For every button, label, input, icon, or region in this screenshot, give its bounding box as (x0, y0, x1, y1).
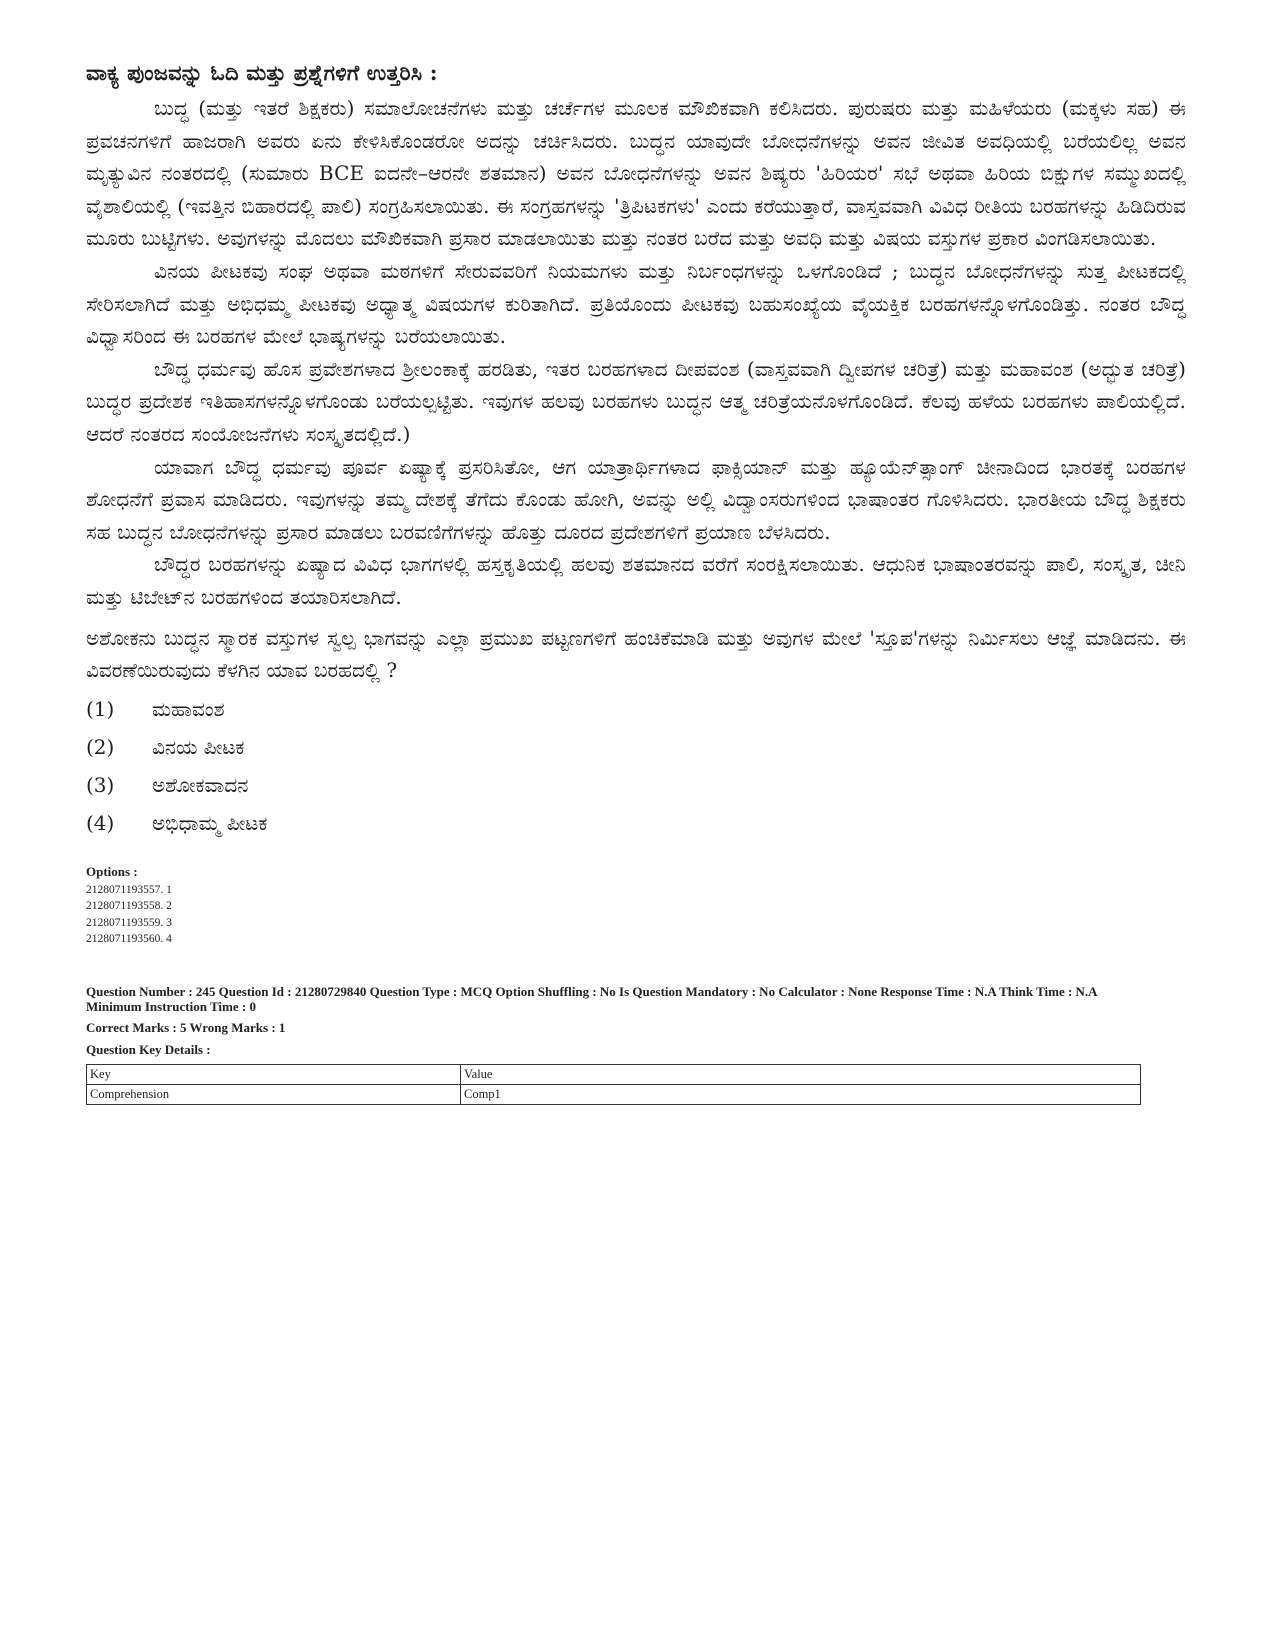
table-header-row (87, 1064, 1141, 1084)
answer-option-2[interactable] (86, 728, 1186, 766)
key-details-table (86, 1064, 1141, 1105)
answer-options (86, 690, 1186, 842)
option-number: (1) (86, 696, 115, 721)
option-id: 2128071193559. 3 (86, 916, 172, 929)
table-cell-key: Comprehension (87, 1084, 461, 1104)
marks-info: Correct Marks : 5 Wrong Marks : 1 (86, 1019, 286, 1035)
option-number: (3) (86, 772, 115, 797)
question-page (86, 60, 1186, 1105)
passage-paragraph-2: ವಿನಯ ಪೀಟಕವು ಸಂಘ ಅಥವಾ ಮಠಗಳಿಗೆ ಸೇರುವವರಿಗೆ ನಿಯಮಗಳು ಮತ್ತು ನಿರ್ಬಂಧಗಳನ್ನು ಒಳಗೊಂಡಿದೆ ; ಬುದ್ಧನ ಬೋಧನೆಗಳನ್ನು ಸುತ್ತ ಪೀಟಕದಲ್ಲಿ ಸೇರಿಸಲಾಗಿದೆ ಮತ್ತು ಅಭಿಧಮ್ಮ ಪೀಟಕವು ಅಧ್ಯಾತ್ಮ ವಿಷಯಗಳ ಕುರಿತಾಗಿದೆ. ಪ್ರತಿಯೊಂದು ಪೀಟಕವು ಬಹುಸಂಖ್ಯೆಯ ವೈಯಕ್ತಿಕ ಬರಹಗಳನ್ನೊಳಗೊಂಡಿತ್ತು. ನಂತರ ಬೌದ್ಧ ವಿಧ್ವಾಸರಿಂದ ಈ ಬರಹಗಳ ಮೇಲೆ ಭಾಷ್ಯಗಳನ್ನು ಬರೆಯಲಾಯಿತು. (86, 258, 1186, 349)
option-id: 2128071193560. 4 (86, 933, 172, 945)
option-number: (2) (86, 734, 115, 759)
options-label: Options : (86, 863, 138, 879)
answer-option-4[interactable] (86, 804, 1186, 842)
option-number: (4) (86, 810, 115, 835)
option-text: ವಿನಯ ಪೀಟಕ (152, 734, 245, 759)
option-text: ಮಹಾವಂಶ (152, 696, 225, 721)
table-row (87, 1084, 1141, 1104)
key-details-label: Question Key Details : (86, 1041, 211, 1057)
table-header-key: Key (87, 1064, 461, 1084)
option-id: 2128071193557. 1 (86, 883, 172, 896)
answer-option-3[interactable] (86, 766, 1186, 804)
instruction-heading: ವಾಕ್ಯ ಪುಂಜವನ್ನು ಓದಿ ಮತ್ತು ಪ್ರಶ್ನೆಗಳಿಗೆ ಉತ್ತರಿಸಿ : (86, 60, 438, 85)
option-text: ಅಶೋಕವಾದನ (152, 772, 249, 797)
table-header-value: Value (461, 1064, 1141, 1084)
answer-option-1[interactable] (86, 690, 1186, 728)
question-metadata: Question Number : 245 Question Id : 21280729840 Question Type : MCQ Option Shuffling : No Is Question Mandatory : No Calculator : None Response Time : N.A Think Time : N.A Minimum Instruction Time : 0 (86, 983, 1097, 1014)
option-text: ಅಭಿಧಾಮ್ಮ ಪೀಟಕ (152, 810, 268, 835)
option-id-list (86, 882, 1186, 948)
question-text: ಅಶೋಕನು ಬುದ್ಧನ ಸ್ಮಾರಕ ವಸ್ತುಗಳ ಸ್ವಲ್ಪ ಭಾಗವನ್ನು ಎಲ್ಲಾ ಪ್ರಮುಖ ಪಟ್ಟಣಗಳಿಗೆ ಹಂಚಿಕೆಮಾಡಿ ಮತ್ತು ಅವುಗಳ ಮೇಲೆ 'ಸ್ತೂಪ'ಗಳನ್ನು ನಿರ್ಮಿಸಲು ಆಜ್ಞೆ ಮಾಡಿದನು. ಈ ವಿವರಣೆಯಿರುವುದು ಕೆಳಗಿನ ಯಾವ ಬರಹದಲ್ಲಿ ? (86, 625, 1186, 682)
passage-paragraph-4: ಯಾವಾಗ ಬೌದ್ಧ ಧರ್ಮವು ಪೂರ್ವ ಏಷ್ಯಾಕ್ಕೆ ಪ್ರಸರಿಸಿತೋ, ಆಗ ಯಾತ್ರಾರ್ಥಿಗಳಾದ ಫಾಕ್ಸಿಯಾನ್ ಮತ್ತು ಹ್ಯೂಯೆನ್‌ತ್ಸಾಂಗ್ ಚೀನಾದಿಂದ ಭಾರತಕ್ಕೆ ಬರಹಗಳ ಶೋಧನೆಗೆ ಪ್ರವಾಸ ಮಾಡಿದರು. ಇವುಗಳನ್ನು ತಮ್ಮ ದೇಶಕ್ಕೆ ತೆಗೆದು ಕೊಂಡು ಹೋಗಿ, ಅವನ್ನು ಅಲ್ಲಿ ವಿದ್ವಾಂಸರುಗಳಿಂದ ಭಾಷಾಂತರ ಗೊಳಿಸಿದರು. ಭಾರತೀಯ ಬೌದ್ಧ ಶಿಕ್ಷಕರು ಸಹ ಬುದ್ಧನ ಬೋಧನೆಗಳನ್ನು ಪ್ರಸಾರ ಮಾಡಲು ಬರವಣಿಗೆಗಳನ್ನು ಹೊತ್ತು ದೂರದ ಪ್ರದೇಶಗಳಿಗೆ ಪ್ರಯಾಣ ಬೆಳಸಿದರು. (86, 454, 1186, 544)
table-cell-value: Comp1 (461, 1084, 1141, 1104)
passage-paragraph-3: ಬೌದ್ಧ ಧರ್ಮವು ಹೊಸ ಪ್ರವೇಶಗಳಾದ ಶ್ರೀಲಂಕಾಕ್ಕೆ ಹರಡಿತು, ಇತರ ಬರಹಗಳಾದ ದೀಪವಂಶ (ವಾಸ್ತವವಾಗಿ ದ್ವೀಪಗಳ ಚರಿತ್ರೆ) ಮತ್ತು ಮಹಾವಂಶ (ಅದ್ಭುತ ಚರಿತ್ರೆ) ಬುದ್ಧರ ಪ್ರದೇಶಕ ಇತಿಹಾಸಗಳನ್ನೊಳಗೊಂಡು ಬರೆಯಲ್ಪಟ್ಟಿತು. ಇವುಗಳ ಹಲವು ಬರಹಗಳು ಬುದ್ಧನ ಆತ್ಮ ಚರಿತ್ರೆಯನೊಳಗೊಂಡಿದೆ. ಕೆಲವು ಹಳೆಯ ಬರಹಗಳು ಪಾಲಿಯಲ್ಲಿದೆ. ಆದರೆ ನಂತರದ ಸಂಯೋಜನೆಗಳು ಸಂಸ್ಕೃತದಲ್ಲಿದೆ.) (86, 356, 1186, 446)
passage-paragraph-5: ಬೌದ್ಧರ ಬರಹಗಳನ್ನು ಏಷ್ಯಾದ ವಿವಿಧ ಭಾಗಗಳಲ್ಲಿ ಹಸ್ತಕೃತಿಯಲ್ಲಿ ಹಲವು ಶತಮಾನದ ವರೆಗೆ ಸಂರಕ್ಷಿಸಲಾಯಿತು. ಆಧುನಿಕ ಭಾಷಾಂತರವನ್ನು ಪಾಲಿ, ಸಂಸ್ಕೃತ, ಚೀನಿ ಮತ್ತು ಟಿಬೇಟ್‌ನ ಬರಹಗಳಿಂದ ತಯಾರಿಸಲಾಗಿದೆ. (86, 552, 1186, 609)
passage-paragraph-1: ಬುದ್ಧ (ಮತ್ತು ಇತರೆ ಶಿಕ್ಷಕರು) ಸಮಾಲೋಚನೆಗಳು ಮತ್ತು ಚರ್ಚೆಗಳ ಮೂಲಕ ಮೌಖಿಕವಾಗಿ ಕಲಿಸಿದರು. ಪುರುಷರು ಮತ್ತು ಮಹಿಳೆಯರು (ಮಕ್ಕಳು ಸಹ) ಈ ಪ್ರವಚನಗಳಿಗೆ ಹಾಜರಾಗಿ ಅವರು ಏನು ಕೇಳಿಸಿಕೊಂಡರೋ ಅದನ್ನು ಚರ್ಚಿಸಿದರು. ಬುದ್ಧನ ಯಾವುದೇ ಬೋಧನೆಗಳನ್ನು ಅವನ ಜೀವಿತ ಅವಧಿಯಲ್ಲಿ ಬರೆಯಲಿಲ್ಲ ಅವನ ಮೃತ್ಯುವಿನ ನಂತರದಲ್ಲಿ (ಸುಮಾರು BCE ಐದನೇ–ಆರನೇ ಶತಮಾನ) ಅವನ ಬೋಧನೆಗಳನ್ನು ಅವನ ಶಿಷ್ಯರು 'ಹಿರಿಯರ' ಸಭೆ ಅಥವಾ ಹಿರಿಯ ಬಿಕ್ಷುಗಳ ಸಮ್ಮುಖದಲ್ಲಿ ವೈಶಾಲಿಯಲ್ಲಿ (ಇವತ್ತಿನ ಬಿಹಾರದಲ್ಲಿ ಪಾಲಿ) ಸಂಗ್ರಹಿಸಲಾಯಿತು. ಈ ಸಂಗ್ರಹಗಳನ್ನು 'ತ್ರಿಪಿಟಕಗಳು' ಎಂದು ಕರೆಯುತ್ತಾರೆ, ವಾಸ್ತವವಾಗಿ ವಿವಿಧ ರೀತಿಯ ಬರಹಗಳನ್ನು ಹಿಡಿದಿರುವ ಮೂರು ಬುಟ್ಟಿಗಳು. ಅವುಗಳನ್ನು ಮೊದಲು ಮೌಖಿಕವಾಗಿ ಪ್ರಸಾರ ಮಾಡಲಾಯಿತು ಮತ್ತು ನಂತರ ಬರೆದ ಮತ್ತು ಅವಧಿ ಮತ್ತು ವಿಷಯ ವಸ್ತುಗಳ ಪ್ರಕಾರ ವಿಂಗಡಿಸಲಾಯಿತು. (86, 96, 1186, 251)
option-id: 2128071193558. 2 (86, 900, 172, 912)
